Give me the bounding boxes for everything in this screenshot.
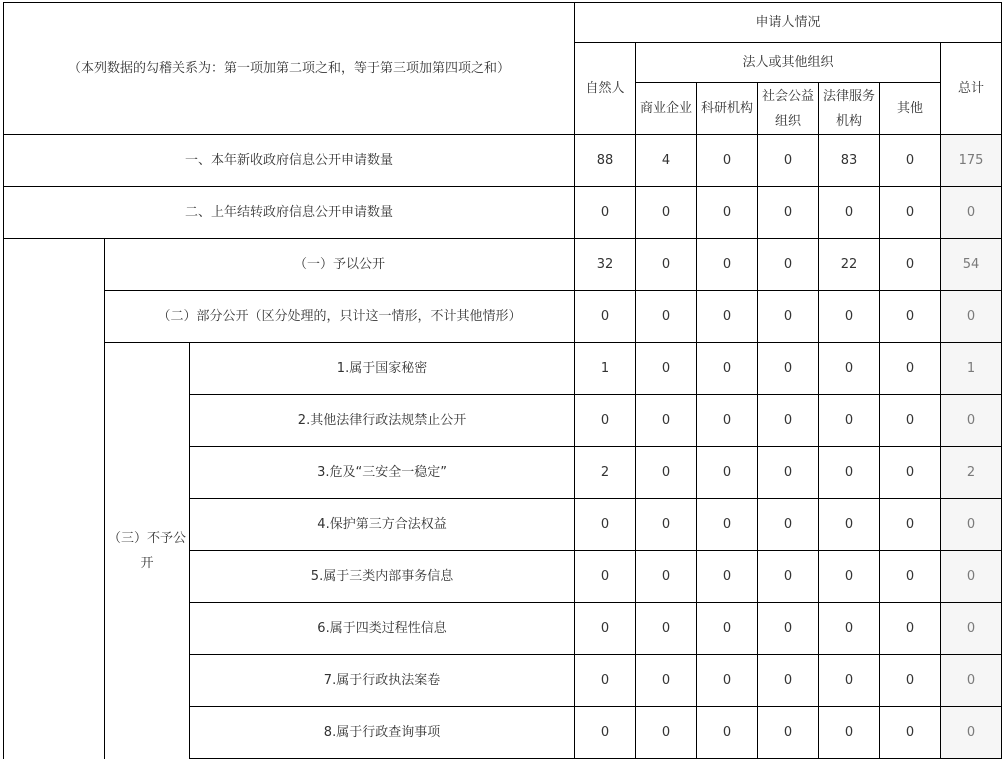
cell-value: 0 xyxy=(575,603,636,655)
row-label-item: 1.属于国家秘密 xyxy=(190,343,575,395)
row-label-item: 7.属于行政执法案卷 xyxy=(190,655,575,707)
cell-total: 0 xyxy=(941,395,1002,447)
cell-value: 0 xyxy=(636,499,697,551)
cell-value: 0 xyxy=(819,187,880,239)
header-subcol-public-welfare: 社会公益组织 xyxy=(758,83,819,135)
header-row-1 xyxy=(4,3,1002,43)
cell-value: 0 xyxy=(758,499,819,551)
cell-value: 0 xyxy=(758,187,819,239)
cell-total: 0 xyxy=(941,551,1002,603)
cell-value: 0 xyxy=(819,707,880,759)
table-row xyxy=(4,239,1002,291)
cell-value: 0 xyxy=(819,551,880,603)
cell-value: 0 xyxy=(758,447,819,499)
table-row xyxy=(4,291,1002,343)
cell-value: 0 xyxy=(697,551,758,603)
cell-value: 0 xyxy=(575,187,636,239)
header-total: 总计 xyxy=(941,43,1002,135)
disclosure-stats-table xyxy=(3,2,1002,759)
cell-value: 0 xyxy=(880,187,941,239)
cell-value: 0 xyxy=(880,551,941,603)
header-legal-group: 法人或其他组织 xyxy=(636,43,941,83)
cell-value: 0 xyxy=(880,135,941,187)
cell-value: 0 xyxy=(697,499,758,551)
cell-value: 0 xyxy=(697,707,758,759)
cell-value: 0 xyxy=(697,239,758,291)
cell-value: 0 xyxy=(758,343,819,395)
header-subcol-research: 科研机构 xyxy=(697,83,758,135)
group-label-blank xyxy=(4,239,105,759)
table-wrapper xyxy=(3,2,1002,759)
header-applicant: 申请人情况 xyxy=(575,3,1002,43)
table-row xyxy=(4,135,1002,187)
row-label-item: 3.危及“三安全一稳定” xyxy=(190,447,575,499)
cell-value: 0 xyxy=(758,551,819,603)
cell-value: 0 xyxy=(880,343,941,395)
cell-value: 0 xyxy=(636,187,697,239)
row-label-item: 6.属于四类过程性信息 xyxy=(190,603,575,655)
cell-value: 0 xyxy=(697,135,758,187)
cell-value: 0 xyxy=(636,395,697,447)
cell-value: 0 xyxy=(880,655,941,707)
cell-value: 88 xyxy=(575,135,636,187)
cell-value: 0 xyxy=(636,239,697,291)
cell-value: 2 xyxy=(575,447,636,499)
cell-value: 0 xyxy=(819,343,880,395)
cell-value: 0 xyxy=(758,395,819,447)
cell-value: 0 xyxy=(880,447,941,499)
cell-value: 0 xyxy=(575,655,636,707)
cell-value: 4 xyxy=(636,135,697,187)
cell-value: 22 xyxy=(819,239,880,291)
cell-value: 0 xyxy=(758,655,819,707)
cell-value: 0 xyxy=(636,291,697,343)
cell-value: 0 xyxy=(758,135,819,187)
row-label-item: 5.属于三类内部事务信息 xyxy=(190,551,575,603)
row-label-new-requests: 一、本年新收政府信息公开申请数量 xyxy=(4,135,575,187)
cell-total: 0 xyxy=(941,187,1002,239)
cell-value: 0 xyxy=(819,291,880,343)
cell-value: 0 xyxy=(575,551,636,603)
table-row xyxy=(4,187,1002,239)
cell-value: 0 xyxy=(575,707,636,759)
cell-value: 0 xyxy=(819,603,880,655)
row-label-item: 2.其他法律行政法规禁止公开 xyxy=(190,395,575,447)
cell-value: 0 xyxy=(697,343,758,395)
cell-value: 0 xyxy=(880,707,941,759)
cell-total: 1 xyxy=(941,343,1002,395)
cell-value: 0 xyxy=(758,707,819,759)
cell-total: 54 xyxy=(941,239,1002,291)
cell-value: 0 xyxy=(819,395,880,447)
cell-total: 0 xyxy=(941,707,1002,759)
header-subcol-commercial: 商业企业 xyxy=(636,83,697,135)
cell-value: 0 xyxy=(575,395,636,447)
cell-value: 0 xyxy=(636,447,697,499)
cell-value: 0 xyxy=(636,551,697,603)
cell-total: 0 xyxy=(941,603,1002,655)
header-subcol-legal-service: 法律服务机构 xyxy=(819,83,880,135)
header-natural-person: 自然人 xyxy=(575,43,636,135)
cell-total: 0 xyxy=(941,291,1002,343)
table-row xyxy=(4,343,1002,395)
cell-value: 0 xyxy=(819,655,880,707)
cell-value: 0 xyxy=(697,603,758,655)
row-label-item: 4.保护第三方合法权益 xyxy=(190,499,575,551)
cell-value: 0 xyxy=(697,291,758,343)
cell-value: 1 xyxy=(575,343,636,395)
cell-value: 0 xyxy=(880,239,941,291)
cell-value: 0 xyxy=(697,187,758,239)
cell-value: 0 xyxy=(575,499,636,551)
header-subcol-other: 其他 xyxy=(880,83,941,135)
row-label-carried-over: 二、上年结转政府信息公开申请数量 xyxy=(4,187,575,239)
cell-total: 2 xyxy=(941,447,1002,499)
cell-value: 0 xyxy=(880,499,941,551)
cell-value: 0 xyxy=(697,655,758,707)
cell-value: 0 xyxy=(880,603,941,655)
cell-value: 0 xyxy=(636,343,697,395)
cell-value: 32 xyxy=(575,239,636,291)
cell-value: 0 xyxy=(636,707,697,759)
cell-value: 0 xyxy=(758,603,819,655)
cell-value: 0 xyxy=(758,291,819,343)
cell-value: 0 xyxy=(880,395,941,447)
cell-value: 0 xyxy=(636,603,697,655)
header-note: （本列数据的勾稽关系为：第一项加第二项之和，等于第三项加第四项之和） xyxy=(4,3,575,135)
cell-value: 83 xyxy=(819,135,880,187)
cell-total: 0 xyxy=(941,499,1002,551)
cell-value: 0 xyxy=(880,291,941,343)
cell-value: 0 xyxy=(819,447,880,499)
cell-value: 0 xyxy=(636,655,697,707)
cell-value: 0 xyxy=(697,395,758,447)
cell-value: 0 xyxy=(697,447,758,499)
cell-total: 0 xyxy=(941,655,1002,707)
cell-value: 0 xyxy=(575,291,636,343)
cell-total: 175 xyxy=(941,135,1002,187)
cell-value: 0 xyxy=(758,239,819,291)
row-label-item: 8.属于行政查询事项 xyxy=(190,707,575,759)
cell-value: 0 xyxy=(819,499,880,551)
group-label-not-public: （三）不予公开 xyxy=(105,343,190,759)
row-label-public: （一）予以公开 xyxy=(105,239,575,291)
row-label-partial: （二）部分公开（区分处理的，只计这一情形，不计其他情形） xyxy=(105,291,575,343)
